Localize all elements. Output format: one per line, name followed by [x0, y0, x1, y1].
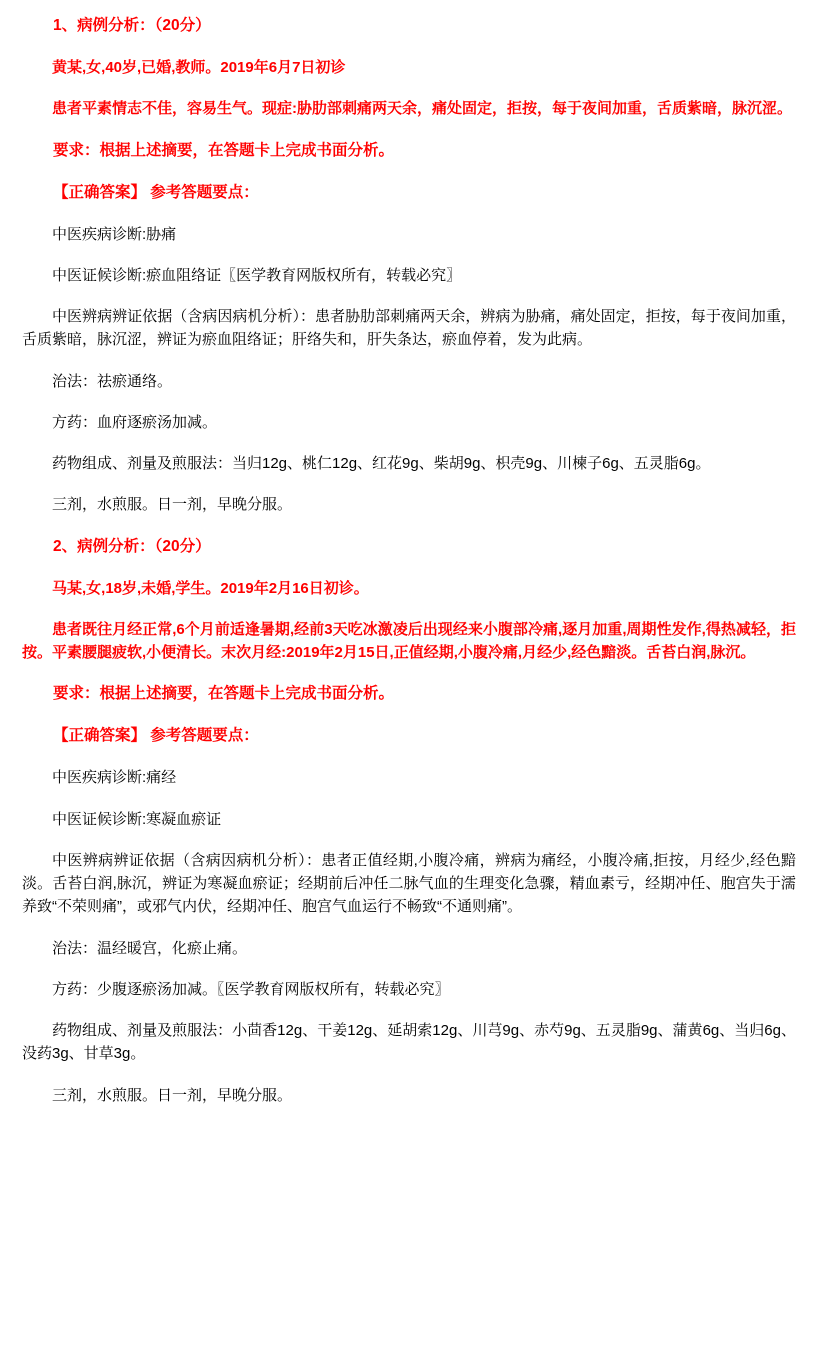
answer-line: 中医疾病诊断:痛经: [52, 769, 177, 787]
answer-line: 药物组成、剂量及煎服法：当归12g、桃仁12g、红花9g、柴胡9g、枳壳9g、川楝子6g、五灵脂6g。: [52, 455, 711, 473]
answer-line: 方药：血府逐瘀汤加减。: [52, 413, 218, 431]
answer-line: 中医疾病诊断:胁痛: [52, 225, 177, 243]
answer-heading: 【正确答案】 参考答题要点：: [53, 183, 259, 201]
case-description: 患者平素情志不佳，容易生气。现症:胁肋部刺痛两天余，痛处固定，拒按，每于夜间加重，舌质紫暗，脉沉涩。: [52, 100, 793, 118]
case-title: 2、病例分析：（20分）: [53, 537, 211, 555]
case-title: 1、病例分析：（20分）: [53, 17, 211, 34]
answer-line: 治法：温经暖宫，化瘀止痛。: [52, 939, 248, 957]
answer-line: 三剂，水煎服。日一剂，早晚分服。: [52, 1086, 293, 1104]
patient-info: 马某,女,18岁,未婚,学生。2019年2月16日初诊。: [52, 579, 369, 597]
case-requirement: 要求：根据上述摘要，在答题卡上完成书面分析。: [53, 141, 395, 159]
case-section-1: [22, 14, 796, 517]
answer-line: 中医辨病辨证依据（含病因病机分析）：患者胁肋部刺痛两天余，辨病为胁痛，痛处固定，拒按，每于夜间加重，舌质紫暗，脉沉涩，辨证为瘀血阻络证；肝络失和，肝失条达，瘀血停着，发为此病。: [22, 308, 796, 349]
answer-line: 中医证候诊断:瘀血阻络证〖医学教育网版权所有，转载必究〗: [52, 266, 462, 284]
answer-line: 治法：祛瘀通络。: [52, 372, 173, 390]
answer-line: 药物组成、剂量及煎服法：小茴香12g、干姜12g、延胡索12g、川芎9g、赤芍9g、五灵脂9g、蒲黄6g、当归6g、没药3g、甘草3g。: [22, 1022, 796, 1063]
answer-line: 中医证候诊断:寒凝血瘀证: [52, 810, 222, 828]
answer-line: 中医辨病辨证依据（含病因病机分析）：患者正值经期,小腹冷痛，辨病为痛经，小腹冷痛,拒按，月经少,经色黯淡。舌苔白润,脉沉，辨证为寒凝血瘀证；经期前后冲任二脉气血的生理变化急骤，精血素亏，经期冲任、胞宫失于濡养致“不荣则痛”，或邪气内伏，经期冲任、胞宫气血运行不畅致“不通则痛”。: [22, 851, 796, 916]
answer-line: 方药：少腹逐瘀汤加减。〖医学教育网版权所有，转载必究〗: [52, 980, 450, 998]
answer-heading: 【正确答案】 参考答题要点：: [53, 727, 259, 745]
patient-info: 黄某,女,40岁,已婚,教师。2019年6月7日初诊: [52, 59, 346, 77]
case-requirement: 要求：根据上述摘要，在答题卡上完成书面分析。: [53, 685, 395, 703]
case-description: 患者既往月经正常,6个月前适逢暑期,经前3天吃冰激凌后出现经来小腹部冷痛,逐月加重,周期性发作,得热减轻，拒按。平素腰腿疲软,小便清长。末次月经:2019年2月15日,正值经期,小腹冷痛,月经少,经色黯淡。舌苔白润,脉沉。: [22, 620, 796, 662]
case-section-2: [22, 535, 796, 1107]
answer-line: 三剂，水煎服。日一剂，早晚分服。: [52, 496, 293, 514]
